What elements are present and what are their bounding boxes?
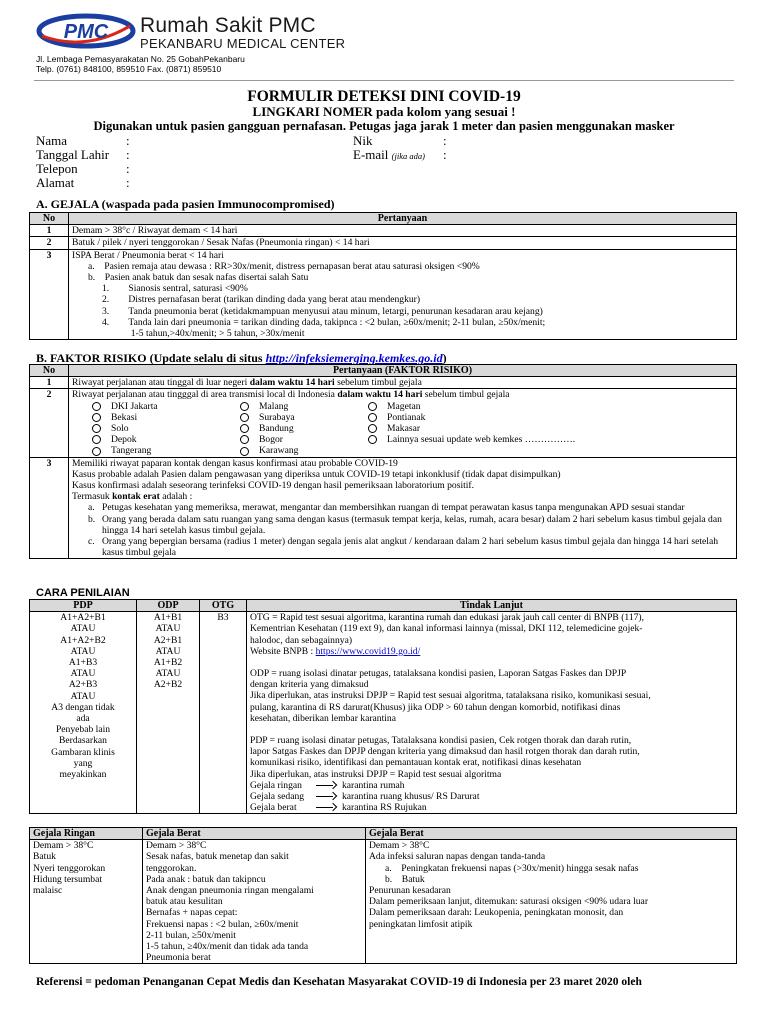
- pmc-logo: [36, 12, 136, 50]
- row-text: [69, 377, 737, 389]
- list-item: a. Pasien remaja atau dewasa : RR>30x/menit, distress pernapasan berat atau saturasi oksigen <90%: [88, 260, 480, 272]
- colon: :: [126, 161, 130, 176]
- gejala-ringan-cell: [30, 840, 143, 964]
- city-item[interactable]: [368, 401, 421, 412]
- spacer: [250, 724, 733, 735]
- col-gejala-ringan: Gejala Ringan: [30, 828, 143, 840]
- text-line: Pada anak : batuk dan takipncu: [146, 873, 266, 885]
- tl-pdp-block: [250, 735, 733, 780]
- circle-bullet-icon: [240, 402, 249, 411]
- city-name: Pontianak: [387, 411, 426, 423]
- item-letter: b.: [88, 513, 96, 525]
- city-name: DKI Jakarta: [111, 400, 158, 412]
- col-pertanyaan: Pertanyaan: [69, 213, 737, 225]
- city-item[interactable]: [240, 434, 283, 445]
- city-row: [72, 445, 733, 456]
- city-name: Bogor: [259, 434, 283, 446]
- row-text: [69, 389, 737, 457]
- reference-note: Referensi = pedoman Penanganan Cepat Medis dan Kesehatan Masyarakat COVID-19 di Indonesia per 23 maret 2020 oleh: [36, 976, 642, 988]
- list-item: 2. Distres pernafasan berat (tarikan dinding dada yang berat atau mendengkur): [102, 294, 421, 306]
- item-letter: a.: [88, 502, 95, 514]
- block: [369, 863, 733, 885]
- city-row: [72, 434, 733, 445]
- cara-penilaian-table: [29, 599, 737, 814]
- text-line: A2+B2: [153, 679, 183, 691]
- hospital-subtitle: PEKANBARU MEDICAL CENTER: [140, 36, 346, 51]
- city-item[interactable]: [368, 412, 425, 423]
- circle-bullet-icon: [92, 413, 101, 422]
- kemkes-link[interactable]: http://infeksiemerging.kemkes.go.id: [265, 351, 443, 365]
- city-item[interactable]: [92, 412, 137, 423]
- text-line: ATAU: [155, 645, 181, 657]
- colon: :: [126, 147, 130, 162]
- form-title: FORMULIR DETEKSI DINI COVID-19: [247, 88, 521, 105]
- gejala-berat-2-cell: [366, 840, 737, 964]
- item-text: Petugas kesehatan yang memeriksa, merawat, mengantar dan membersihkan ruangan di tempat perawatan kasus tanpa mengunakan APD sesuai standar: [102, 502, 685, 514]
- text-line: OTG = Rapid test sesuai algoritma, karantina rumah dan edukasi jarak jauh call center di BNPB (117),: [250, 612, 645, 624]
- label-tanggal-lahir: Tanggal Lahir: [36, 147, 110, 162]
- col-odp: ODP: [137, 600, 200, 612]
- text-line: Ada infeksi saluran napas dengan tanda-tanda: [369, 851, 546, 863]
- text: Kasus probable adalah Pasien dalam pengawasan yang diperiksa untuk COVID-19 tetapi inkonklusif (tidak dapat disimpulkan): [72, 468, 561, 480]
- colon: :: [126, 175, 130, 190]
- gejala-action: karantina ruang khusus/ RS Darurat: [342, 791, 480, 803]
- city-item[interactable]: [92, 434, 137, 445]
- circle-bullet-icon: [92, 435, 101, 444]
- text-bold: kontak erat: [112, 491, 160, 503]
- text: Riwayat perjalanan atau tinggal di luar negeri: [72, 377, 250, 389]
- col-pertanyaan: Pertanyaan (FAKTOR RISIKO): [69, 365, 737, 377]
- text-line: ATAU: [70, 690, 96, 702]
- arrow-right-icon: [316, 782, 338, 790]
- circle-bullet-icon: [368, 402, 377, 411]
- city-item[interactable]: [240, 412, 295, 423]
- text-line: 2-11 bulan, ≥50x/menit: [146, 929, 236, 941]
- list-item: 4. Tanda lain dari pneumonia = tarikan dinding dada, takipnca : <2 bulan, ≥60x/menit; 2-11 bulan, ≥50x/menit;: [102, 316, 546, 328]
- text-line: A1+A2+B1: [60, 612, 106, 624]
- city-name: Solo: [111, 422, 129, 434]
- table-row: [30, 840, 737, 964]
- city-item[interactable]: [368, 434, 575, 445]
- text: sebelum timbul gejala: [422, 389, 510, 401]
- row-no[interactable]: 3: [30, 457, 69, 559]
- email-note: (jika ada): [391, 151, 425, 161]
- row-no[interactable]: 2: [30, 237, 69, 249]
- text: Termasuk: [72, 491, 113, 503]
- text-line: b. Batuk: [385, 873, 425, 885]
- text-line: yang: [73, 757, 93, 769]
- text-line: Anak dengan pneumonia ringan mengalami: [146, 885, 314, 897]
- text-line: Nyeri tenggorokan: [33, 862, 106, 874]
- colon: :: [443, 133, 447, 148]
- text-line: ATAU: [70, 668, 96, 680]
- otg-cell: [200, 612, 247, 814]
- text-line: meyakinkan: [59, 769, 107, 781]
- city-item[interactable]: [240, 445, 298, 456]
- text-line: A1+A2+B2: [60, 634, 106, 646]
- gejala-label: Gejala berat: [250, 802, 297, 814]
- text-line: A1+B1: [153, 612, 183, 624]
- gejala-table: [29, 212, 737, 340]
- list-item: 1-5 tahun,>40x/menit; > 5 tahun, >30x/menit: [102, 328, 305, 340]
- list-item: 1. Sianosis sentral, saturasi <90%: [102, 283, 248, 295]
- city-item[interactable]: [240, 401, 288, 412]
- col-gejala-berat: Gejala Berat: [143, 828, 366, 840]
- circle-bullet-icon: [368, 413, 377, 422]
- table-row: [30, 377, 737, 389]
- faktor-risiko-table: [29, 364, 737, 559]
- block: [369, 885, 733, 930]
- section-b-title-suffix: ): [442, 351, 447, 365]
- city-name: Depok: [111, 434, 137, 446]
- table-row: [30, 237, 737, 249]
- logo-text: PMC: [63, 21, 109, 43]
- text-line: Berdasarkan: [59, 735, 107, 747]
- row-text: Batuk / pilek / nyeri tenggorokan / Sesak Nafas (Pneumonia ringan) < 14 hari: [69, 237, 737, 249]
- address-line: Jl. Lembaga Pemasyarakatan No. 25 GobahPekanbaru: [36, 54, 245, 64]
- colon: :: [443, 147, 447, 162]
- text: sebelum timbul gejala: [334, 377, 422, 389]
- city-row: [72, 412, 733, 423]
- email-label: E-mail: [353, 147, 389, 162]
- circle-bullet-icon: [92, 447, 101, 456]
- gejala-label: Gejala sedang: [250, 791, 305, 803]
- gejala-berat-cell: [143, 840, 366, 964]
- list-item: [72, 536, 733, 558]
- circle-bullet-icon: [368, 435, 377, 444]
- row-text-ispa: [69, 249, 737, 340]
- website-label: Website BNPB :: [250, 645, 316, 657]
- ispa-heading: ISPA Berat / Pneumonia berat < 14 hari: [72, 249, 224, 261]
- gejala-action: karantina RS Rujukan: [342, 802, 427, 814]
- text-line: ada: [76, 713, 90, 725]
- gejala-action: karantina rumah: [342, 779, 405, 791]
- text: Kasus konfirmasi adalah seseorang terinfeksi COVID-19 dengan hasil pemeriksaan laboratorium positif.: [72, 479, 475, 491]
- text-line: Kementrian Kesehatan (119 ext 9), dan kanal informasi lainnya (missal, DKI 112, telemedicine gojek-: [250, 623, 643, 635]
- list-item: 3. Tanda pneumonia berat (ketidakmampuan menyusui atau minum, letargi, penurunan kesadaran arau kejang): [102, 305, 543, 317]
- text-line: ODP = ruang isolasi dinatar petugas, tatalaksana kondisi pasien, Laporan Satgas Faskes dan DPJP: [250, 668, 627, 680]
- text-line: peningkatan limfosit atipik: [369, 918, 473, 930]
- row-no[interactable]: 2: [30, 389, 69, 457]
- arrow-right-icon: [316, 793, 338, 801]
- klasifikasi-gejala-table: [29, 827, 737, 964]
- city-name: Surabaya: [259, 411, 295, 423]
- text-line: Penyebab lain: [55, 724, 111, 736]
- text: Riwayat perjalanan atau tingggal di area transmisi local di Indonesia: [72, 389, 338, 401]
- text-line: 1-5 tahun, ≥40x/menit dan tidak ada tanda: [146, 941, 309, 953]
- text-line: A1+B3: [68, 657, 98, 669]
- tindak-lanjut-cell: [247, 612, 737, 814]
- table-row: [30, 612, 737, 814]
- gejala-line: [250, 802, 733, 813]
- city-name: Magetan: [387, 400, 421, 412]
- text-bold: dalam waktu 14 hari: [337, 389, 423, 401]
- item-text: Orang yang berada dalam satu ruangan yang sama dengan kasus (termasuk tempat kerja, kelas, rumah, acara besar) dalam 2 hari sebelum kasus timbul gejala dan hingga 14 hari setelah kasus timbul gejala.: [102, 513, 722, 536]
- colon: :: [126, 133, 130, 148]
- text-line: PDP = ruang isolasi dinatar petugas, Tatalaksana kondisi pasien, Cek rotgen thorak dan darah rutin,: [250, 735, 632, 747]
- text-line: pulang, karantina di RS darurat(Khusus) jika ODP > 60 tahun dengan komorbid, notifikasi dinas: [250, 701, 621, 713]
- text-line: Demam > 38°C: [146, 840, 207, 852]
- city-name: Bandung: [259, 422, 294, 434]
- gejala-line: [250, 780, 733, 791]
- text-line: Demam > 38°C: [369, 840, 430, 852]
- list-item: [72, 502, 733, 513]
- block: [369, 840, 733, 862]
- row-no[interactable]: 1: [30, 377, 69, 389]
- circle-bullet-icon: [92, 402, 101, 411]
- text-line: Sesak nafas, batuk menetap dan sakit: [146, 851, 289, 863]
- table-row: [30, 389, 737, 457]
- city-name: Malang: [259, 400, 289, 412]
- arrow-right-icon: [316, 804, 338, 812]
- cara-penilaian-title: CARA PENILAIAN: [36, 587, 130, 599]
- table-row: [30, 457, 737, 559]
- text-line: batuk atau kesulitan: [146, 896, 223, 908]
- city-name: Makasar: [387, 422, 421, 434]
- col-otg: OTG: [200, 600, 247, 612]
- text-line: malaisc: [33, 885, 63, 897]
- label-email: [353, 147, 425, 163]
- gejala-label: Gejala ringan: [250, 779, 302, 791]
- text-line: tenggorokan.: [146, 862, 197, 874]
- tl-odp-block: [250, 668, 733, 724]
- tl-otg-block: [250, 612, 733, 646]
- text-line: B3: [217, 612, 229, 624]
- gejala-line: [250, 791, 733, 802]
- text-line: ATAU: [155, 668, 181, 680]
- text-line: a. Peningkatan frekuensi napas (>30x/menit) hingga sesak nafas: [385, 862, 639, 874]
- text-line: Bernafas + napas cepat:: [146, 907, 238, 919]
- label-nik: Nik: [353, 133, 373, 148]
- text-line: ATAU: [155, 623, 181, 635]
- spacer: [250, 657, 733, 668]
- text-line: kesehatan, diberikan lembar karantina: [250, 712, 396, 724]
- text-line: Penurunan kesadaran: [369, 885, 451, 897]
- col-gejala-berat-2: Gejala Berat: [366, 828, 737, 840]
- city-name: Tangerang: [111, 445, 152, 457]
- city-item[interactable]: [92, 445, 151, 456]
- row-text: [69, 457, 737, 559]
- phone-line: Telp. (0761) 848100, 859510 Fax. (0871) 859510: [36, 64, 222, 74]
- pdp-cell: [30, 612, 137, 814]
- covid19-link[interactable]: https://www.covid19.go.id/: [315, 645, 421, 657]
- circle-bullet-icon: [240, 424, 249, 433]
- text-line: Demam > 38°C: [33, 840, 94, 852]
- row-text: Demam > 38°c / Riwayat demam < 14 hari: [69, 225, 737, 237]
- form-description: Digunakan untuk pasien gangguan pernafasan. Petugas jaga jarak 1 meter dan pasien menggunakan masker: [93, 119, 675, 133]
- circle-bullet-icon: [240, 435, 249, 444]
- circle-bullet-icon: [92, 424, 101, 433]
- row-no[interactable]: 3: [30, 249, 69, 340]
- item-text: Orang yang bepergian bersama (radius 1 meter) dengan segala jenis alat angkut / kendaraan dalam 2 hari sebelum kasus timbul gejala dan hingga 14 hari setelah kasus timbul gejala: [102, 535, 719, 559]
- city-item[interactable]: [240, 423, 294, 434]
- section-a-title: A. GEJALA (waspada pada pasien Immunocompromised): [36, 197, 335, 211]
- label-telepon: Telepon: [36, 161, 78, 176]
- text-line: halodoc, dan sebagainnya): [250, 634, 353, 646]
- circle-bullet-icon: [368, 424, 377, 433]
- city-list: [72, 401, 733, 457]
- city-name: Bekasi: [111, 411, 138, 423]
- website-line: [250, 646, 733, 657]
- text-bold: dalam waktu 14 hari: [249, 377, 335, 389]
- city-item[interactable]: [92, 401, 158, 412]
- odp-cell: [137, 612, 200, 814]
- col-no: No: [30, 213, 69, 225]
- text-line: ATAU: [70, 645, 96, 657]
- text-line: Pneumonia berat: [146, 952, 211, 964]
- list-item: b. Pasien anak batuk dan sesak nafas disertai salah Satu: [88, 272, 309, 284]
- text-line: A3 dengan tidak: [51, 701, 115, 713]
- text-line: A2+B1: [153, 634, 183, 646]
- circle-bullet-icon: [240, 413, 249, 422]
- city-row: [72, 401, 733, 412]
- text-line: Dalam pemeriksaan lanjut, ditemukan: saturasi oksigen <90% udara luar: [369, 896, 649, 908]
- item-letter: c.: [88, 535, 95, 547]
- text-line: dengan kriteria yang dimaksud: [250, 679, 369, 691]
- form-subtitle: LINGKARI NOMER pada kolom yang sesuai !: [252, 104, 516, 119]
- text-line: Gambaran klinis: [51, 746, 115, 758]
- col-tindak-lanjut: Tindak Lanjut: [247, 600, 737, 612]
- text-line: Batuk: [33, 851, 56, 863]
- text: adalah :: [159, 491, 193, 503]
- city-name: Karawang: [259, 445, 299, 457]
- text-line: komunikasi risiko, identifikasi dan pemantauan kontak erat, notifikasi dinas kesehatan: [250, 757, 582, 769]
- text-line: lapor Satgas Faskes dan DPJP dengan kriteria yang dimaksud dan hasil rotgen thorak dan darah rutin,: [250, 746, 640, 758]
- table-row: [30, 225, 737, 237]
- section-b-title-text: B. FAKTOR RISIKO (Update selalu di situs: [36, 351, 266, 365]
- letterhead: [36, 10, 736, 80]
- text-line: Jika diperlukan, atas instruksi DPJP = Rapid test sesuai algoritma: [250, 768, 502, 780]
- row-no[interactable]: 1: [30, 225, 69, 237]
- city-name: Lainnya sesuai update web kemkes …………….: [387, 434, 576, 446]
- text-line: Jika diperlukan, atas instruksi DPJP = Rapid test sesuai algoritma, tatalaksana risiko, komunikasi sesuai,: [250, 690, 651, 702]
- text-line: Hidung tersumbat: [33, 873, 103, 885]
- circle-bullet-icon: [240, 447, 249, 456]
- city-item[interactable]: [368, 423, 420, 434]
- hospital-name: Rumah Sakit PMC: [140, 14, 316, 37]
- text-line: A2+B3: [68, 679, 98, 691]
- city-item[interactable]: [92, 423, 129, 434]
- label-alamat: Alamat: [36, 175, 75, 190]
- list-item: [72, 514, 733, 536]
- text-line: Frekuensi napas : <2 bulan, ≥60x/menit: [146, 918, 299, 930]
- text-line: ATAU: [70, 623, 96, 635]
- table-row: [30, 249, 737, 340]
- header-divider: [34, 80, 734, 81]
- text-line: Dalam pemeriksaan darah: Leukopenia, peningkatan monosit, dan: [369, 907, 624, 919]
- tl-gejala-block: [250, 780, 733, 814]
- label-nama: Nama: [36, 133, 68, 148]
- city-row: [72, 423, 733, 434]
- text: Memiliki riwayat paparan kontak dengan kasus konfirmasi atau probable COVID-19: [72, 457, 398, 469]
- col-no: No: [30, 365, 69, 377]
- text-line: A1+B2: [153, 657, 183, 669]
- col-pdp: PDP: [30, 600, 137, 612]
